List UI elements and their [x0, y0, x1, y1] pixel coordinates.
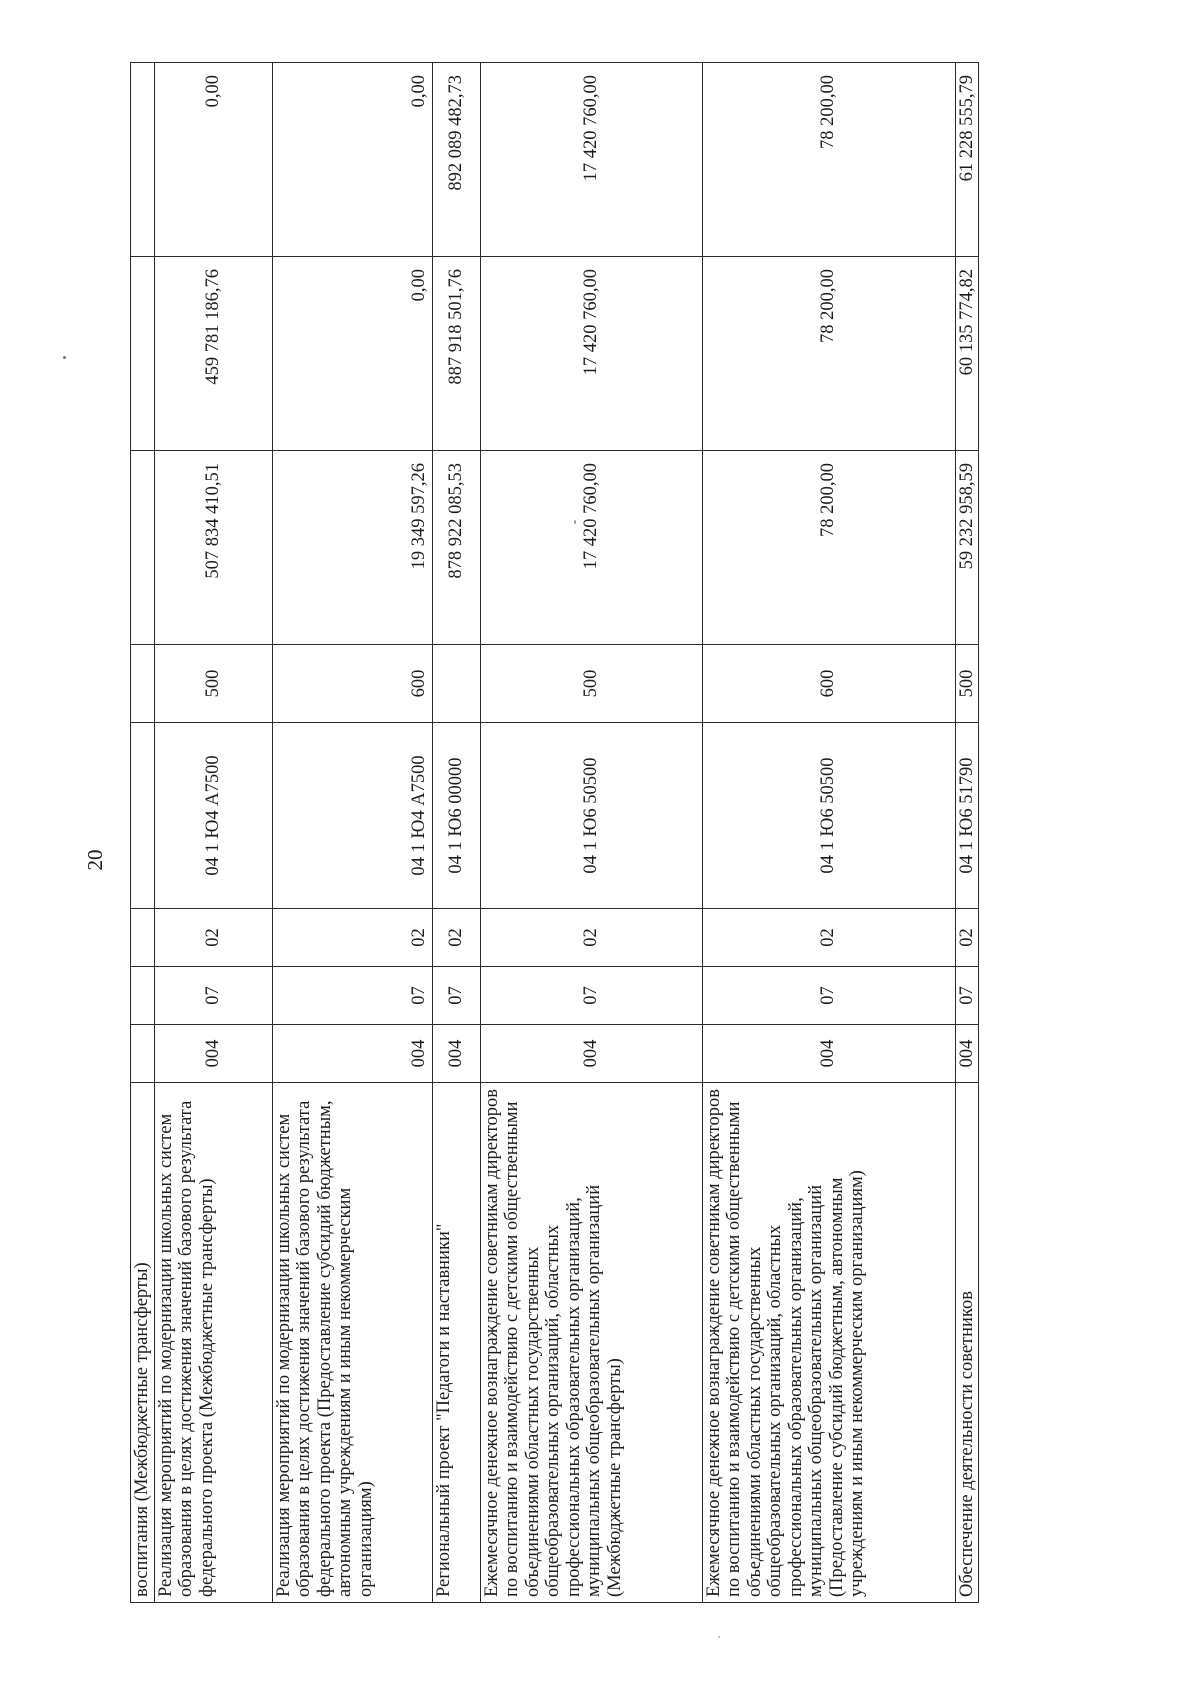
target-article-code: 04 1 Ю6 50500	[702, 723, 955, 909]
row-description: Ежемесячное денежное вознаграждение советникам директоров по воспитанию и взаимодействию с детскими общественными объединениями областных государственных общеобразовательных организаций, областных профессиональных образовательных организаций, муниципальных общеобразовательных организаций (Межбюджетные трансферты)	[480, 1083, 702, 1603]
amount-year-2: 60 135 774,82	[955, 257, 979, 451]
amount-year-2: 17 420 760,00	[480, 257, 702, 451]
budget-table	[130, 62, 979, 1603]
page-number: 20	[83, 849, 107, 871]
amount-year-1	[131, 451, 155, 645]
target-article-code: 04 1 Ю4 А7500	[154, 723, 272, 909]
target-article-code: 04 1 Ю4 А7500	[272, 723, 432, 909]
amount-year-1: 17 420 760,00	[480, 451, 702, 645]
amount-year-1: 878 922 085,53	[432, 451, 480, 645]
target-article-code	[131, 723, 155, 909]
table-row	[955, 63, 979, 1603]
section-code: 07	[432, 967, 480, 1025]
amount-year-3: 0,00	[272, 63, 432, 257]
table-row	[154, 63, 272, 1603]
expense-type-code: 600	[702, 645, 955, 723]
subsection-code: 02	[702, 909, 955, 967]
amount-year-3: 892 089 482,73	[432, 63, 480, 257]
row-description: Реализация мероприятий по модернизации школьных систем образования в целях достижения значений базового результата федерального проекта (Межбюджетные трансферты)	[154, 1083, 272, 1603]
amount-year-3: 61 228 555,79	[955, 63, 979, 257]
expense-type-code: 500	[955, 645, 979, 723]
table-row	[480, 63, 702, 1603]
ministry-code: 004	[272, 1025, 432, 1083]
target-article-code: 04 1 Ю6 50500	[480, 723, 702, 909]
row-description: воспитания (Межбюджетные трансферты)	[131, 1083, 155, 1603]
expense-type-code	[432, 645, 480, 723]
table-row	[432, 63, 480, 1603]
section-code: 07	[702, 967, 955, 1025]
amount-year-1: 507 834 410,51	[154, 451, 272, 645]
subsection-code	[131, 909, 155, 967]
expense-type-code	[131, 645, 155, 723]
amount-year-1: 59 232 958,59	[955, 451, 979, 645]
table-row	[702, 63, 955, 1603]
table-row	[131, 63, 155, 1603]
amount-year-3: 0,00	[154, 63, 272, 257]
amount-year-1: 19 349 597,26	[272, 451, 432, 645]
section-code: 07	[480, 967, 702, 1025]
ministry-code: 004	[432, 1025, 480, 1083]
section-code: 07	[955, 967, 979, 1025]
target-article-code: 04 1 Ю6 51790	[955, 723, 979, 909]
row-description: Реализация мероприятий по модернизации школьных систем образования в целях достижения значений базового результата федерального проекта (Предоставление субсидий бюджетным, автономным учреждениям и иным некоммерческим организациям)	[272, 1083, 432, 1603]
expense-type-code: 500	[480, 645, 702, 723]
row-description: Региональный проект "Педагоги и наставники"	[432, 1083, 480, 1603]
amount-year-2: 78 200,00	[702, 257, 955, 451]
section-code	[131, 967, 155, 1025]
scan-speck	[63, 356, 66, 359]
subsection-code: 02	[272, 909, 432, 967]
amount-year-2	[131, 257, 155, 451]
amount-year-2: 0,00	[272, 257, 432, 451]
table-row	[272, 63, 432, 1603]
subsection-code: 02	[432, 909, 480, 967]
target-article-code: 04 1 Ю6 00000	[432, 723, 480, 909]
row-description: Обеспечение деятельности советников	[955, 1083, 979, 1603]
ministry-code: 004	[955, 1025, 979, 1083]
subsection-code: 02	[480, 909, 702, 967]
expense-type-code: 500	[154, 645, 272, 723]
ministry-code: 004	[702, 1025, 955, 1083]
amount-year-1: 78 200,00	[702, 451, 955, 645]
section-code: 07	[154, 967, 272, 1025]
expense-type-code: 600	[272, 645, 432, 723]
amount-year-2: 887 918 501,76	[432, 257, 480, 451]
ministry-code: 004	[154, 1025, 272, 1083]
row-description: Ежемесячное денежное вознаграждение советникам директоров по воспитанию и взаимодействию с детскими общественными объединениями областных государственных общеобразовательных организаций, областных профессиональных образовательных организаций, муниципальных общеобразовательных организаций (Предоставление субсидий бюджетным, автономным учреждениям и иным некоммерческим организациям)	[702, 1083, 955, 1603]
amount-year-3: 17 420 760,00	[480, 63, 702, 257]
scan-speck	[718, 1636, 720, 1638]
amount-year-2: 459 781 186,76	[154, 257, 272, 451]
section-code: 07	[272, 967, 432, 1025]
amount-year-3	[131, 63, 155, 257]
ministry-code: 004	[480, 1025, 702, 1083]
ministry-code	[131, 1025, 155, 1083]
rotated-table-sheet	[130, 63, 1050, 1603]
subsection-code: 02	[154, 909, 272, 967]
subsection-code: 02	[955, 909, 979, 967]
amount-year-3: 78 200,00	[702, 63, 955, 257]
